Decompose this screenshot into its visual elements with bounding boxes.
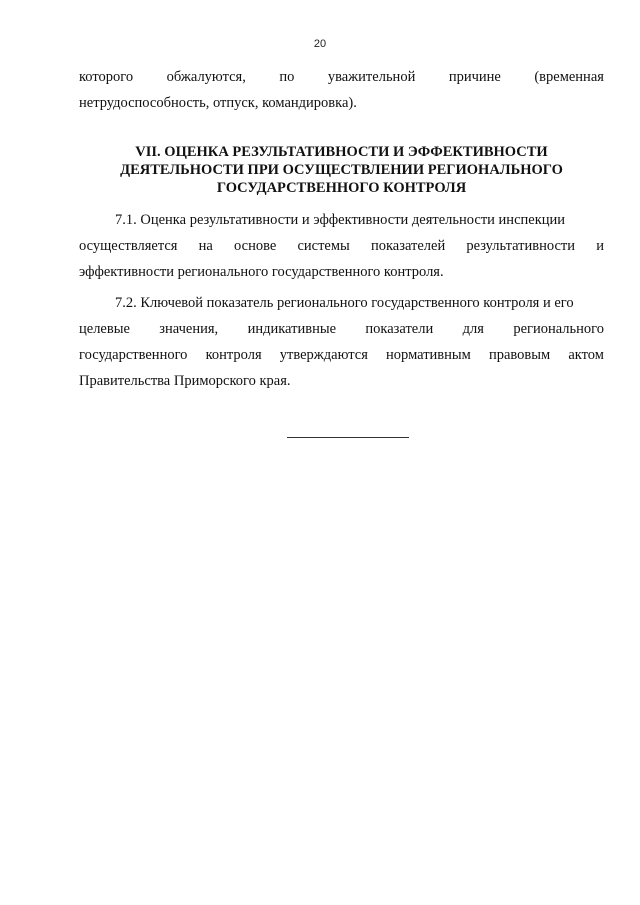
word: на bbox=[198, 238, 213, 254]
word: значения, bbox=[159, 321, 219, 337]
heading-line-2: ДЕЯТЕЛЬНОСТИ ПРИ ОСУЩЕСТВЛЕНИИ РЕГИОНАЛЬНОГО bbox=[120, 162, 563, 178]
page-number: 20 bbox=[313, 38, 327, 50]
word: целевые bbox=[79, 321, 130, 337]
paragraph-7-2 bbox=[79, 290, 604, 394]
word: и bbox=[596, 238, 604, 254]
p1-line-1: 7.1. Оценка результативности и эффективности деятельности инспекции bbox=[115, 212, 566, 228]
word: причине bbox=[448, 69, 501, 85]
word: контроля bbox=[205, 347, 262, 363]
word: регионального bbox=[513, 321, 604, 337]
word: обжалуются, bbox=[166, 69, 246, 85]
end-of-document-rule bbox=[287, 437, 409, 438]
p2-line-1: 7.2. Ключевой показатель регионального государственного контроля и его bbox=[115, 295, 574, 311]
word: показатели bbox=[365, 321, 434, 337]
p2-line-2 bbox=[79, 316, 604, 342]
word: результативности bbox=[466, 238, 576, 254]
word: основе bbox=[234, 238, 277, 254]
p1-line-3: эффективности регионального государственного контроля. bbox=[79, 264, 444, 280]
p2-line-3 bbox=[79, 342, 604, 368]
word: системы bbox=[297, 238, 350, 254]
word: утверждаются bbox=[279, 347, 368, 363]
word: которого bbox=[79, 69, 134, 85]
word: нормативным bbox=[386, 347, 471, 363]
word: (временная bbox=[534, 69, 604, 85]
word: правовым bbox=[488, 347, 551, 363]
word: показателей bbox=[370, 238, 446, 254]
intro-line-1 bbox=[79, 64, 604, 90]
intro-paragraph bbox=[79, 64, 604, 116]
heading-line-3: ГОСУДАРСТВЕННОГО КОНТРОЛЯ bbox=[216, 180, 467, 196]
word: актом bbox=[568, 347, 604, 363]
word: уважительной bbox=[327, 69, 416, 85]
word: осуществляется bbox=[79, 238, 178, 254]
word: индикативные bbox=[247, 321, 337, 337]
paragraph-7-1 bbox=[79, 207, 604, 285]
word: государственного bbox=[79, 347, 188, 363]
intro-line-2: нетрудоспособность, отпуск, командировка). bbox=[79, 95, 357, 111]
word: по bbox=[279, 69, 295, 85]
section-heading bbox=[79, 143, 604, 197]
heading-line-1: VII. ОЦЕНКА РЕЗУЛЬТАТИВНОСТИ И ЭФФЕКТИВНОСТИ bbox=[135, 144, 548, 160]
p2-line-4: Правительства Приморского края. bbox=[79, 373, 291, 389]
p1-line-2 bbox=[79, 233, 604, 259]
word: для bbox=[462, 321, 484, 337]
